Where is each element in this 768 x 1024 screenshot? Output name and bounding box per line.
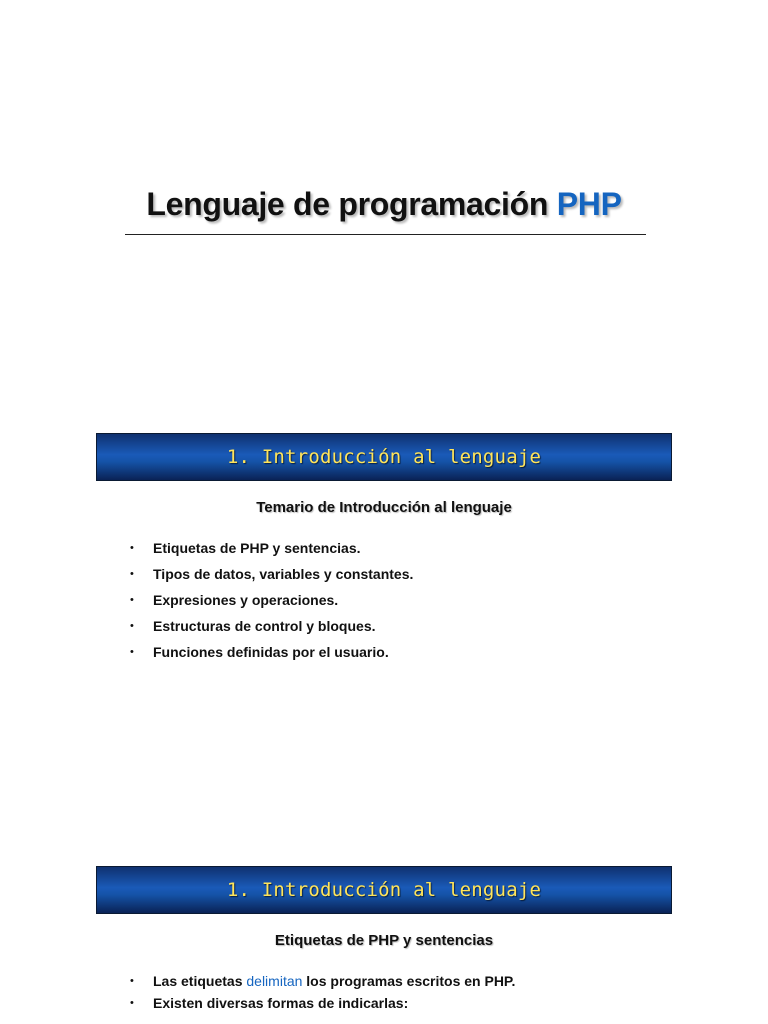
page-title-main: Lenguaje de programación: [146, 186, 549, 222]
section-header-2-label: 1. Introducción al lenguaje: [226, 879, 542, 901]
list-item: • Estructuras de control y bloques.: [130, 615, 413, 641]
highlighted-term: delimitan: [246, 973, 303, 989]
bullet-icon: •: [130, 646, 134, 658]
title-divider: [125, 234, 646, 235]
section-header-2: [96, 866, 672, 914]
bullet-icon: •: [130, 620, 134, 632]
bullet-icon: •: [130, 975, 134, 987]
list-item: • Tipos de datos, variables y constantes.: [130, 563, 413, 589]
list-item: • Las etiquetas delimitan los programas escritos en PHP.: [130, 970, 515, 992]
section-1-subtitle: Temario de Introducción al lenguaje: [256, 499, 512, 516]
section-header-1-label: 1. Introducción al lenguaje: [226, 446, 542, 468]
section-1-bullet-list: [130, 537, 413, 667]
bullet-icon: •: [130, 542, 134, 554]
list-item: • Existen diversas formas de indicarlas:: [130, 992, 515, 1014]
section-2-subtitle: Etiquetas de PHP y sentencias: [274, 932, 494, 949]
page-title: [0, 186, 768, 223]
section-2-bullet-list: [130, 970, 515, 1014]
list-item: • Expresiones y operaciones.: [130, 589, 413, 615]
bullet-icon: •: [130, 594, 134, 606]
list-item: • Funciones definidas por el usuario.: [130, 641, 413, 667]
bullet-icon: •: [130, 997, 134, 1009]
list-item: • Etiquetas de PHP y sentencias.: [130, 537, 413, 563]
bullet-icon: •: [130, 568, 134, 580]
page-title-accent: PHP: [556, 186, 622, 222]
section-header-1: [96, 433, 672, 481]
